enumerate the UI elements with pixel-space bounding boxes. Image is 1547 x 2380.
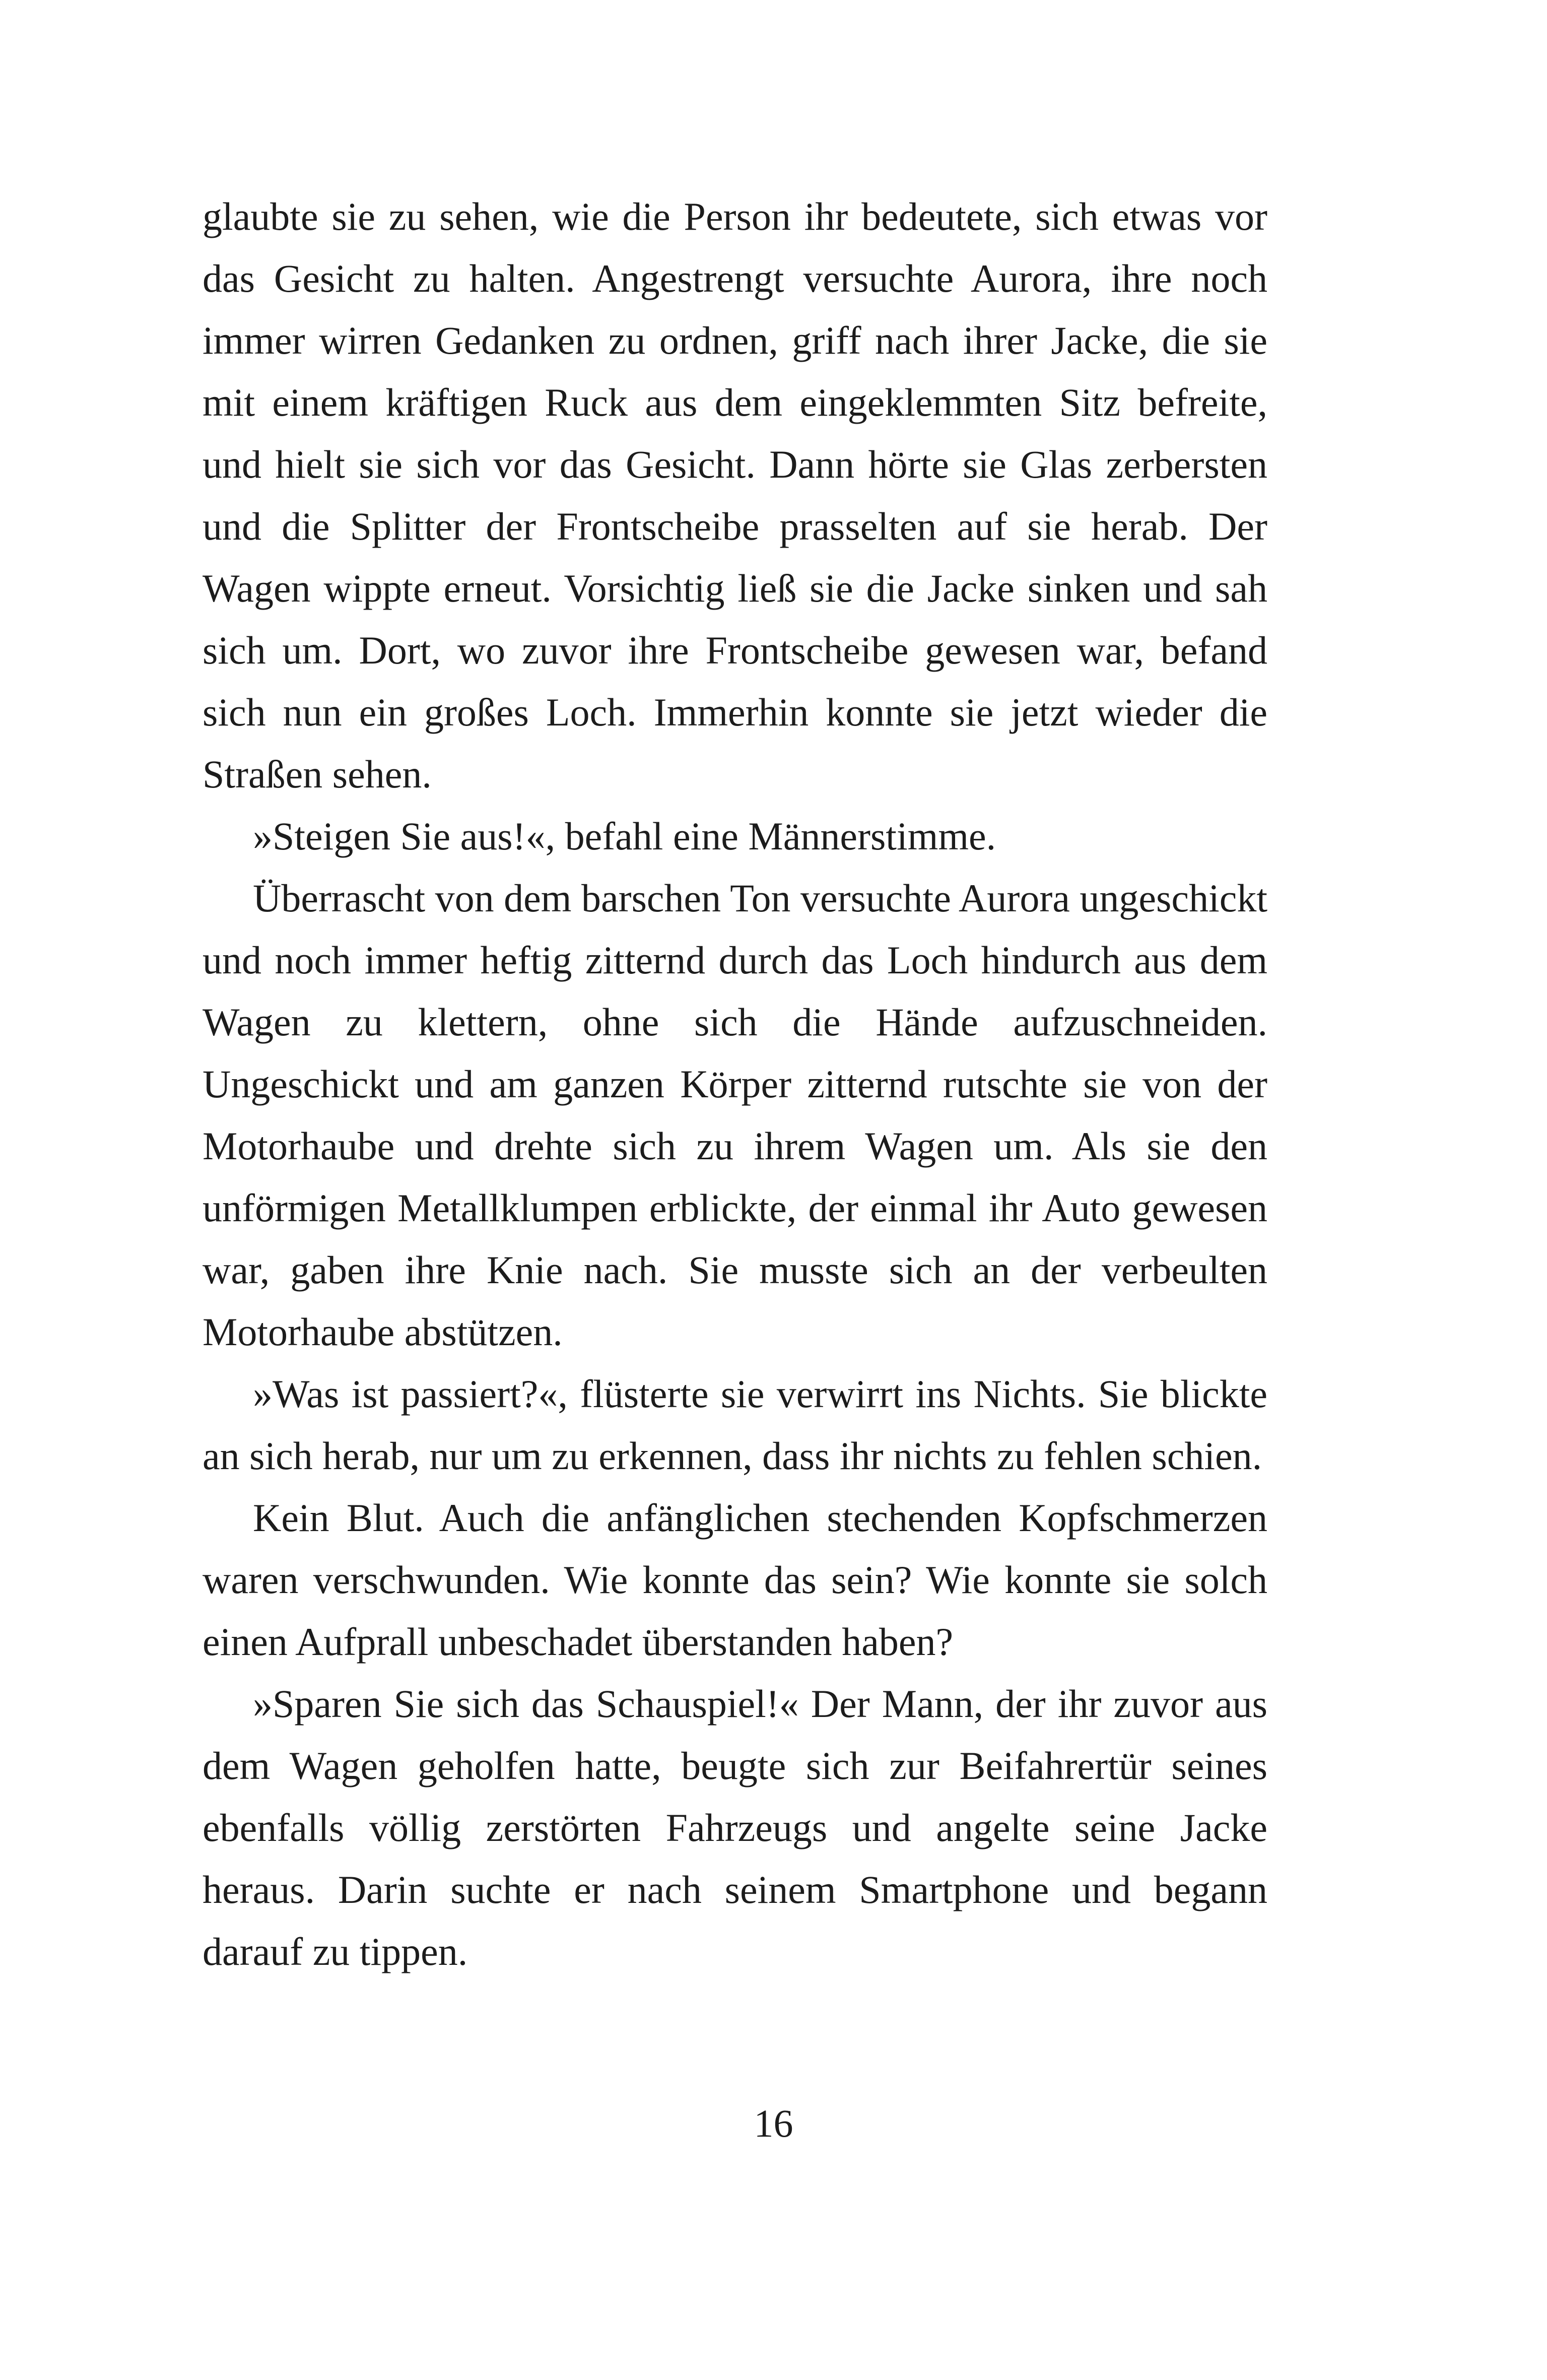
- page-number: 16: [754, 2101, 793, 2145]
- paragraph-6: »Sparen Sie sich das Schauspiel!« Der Mann, der ihr zuvor aus dem Wagen geholfen hatte, beugte sich zur Beifahrertür seines ebenfalls völlig zerstörten Fahrzeugs und angelte seine Jacke heraus. Darin suchte er nach seinem Smartphone und begann darauf zu tippen.: [203, 1682, 1267, 1973]
- paragraph-4: »Was ist passiert?«, flüsterte sie verwirrt ins Nichts. Sie blickte an sich herab, nur um zu erkennen, dass ihr nichts zu fehlen schien.: [203, 1372, 1267, 1478]
- paragraph-2: »Steigen Sie aus!«, befahl eine Männerstimme.: [253, 814, 996, 858]
- paragraph-5: Kein Blut. Auch die anfänglichen stechenden Kopfschmerzen waren verschwunden. Wie konnte das sein? Wie konnte sie solch einen Aufprall unbeschadet überstanden haben?: [203, 1496, 1267, 1664]
- body-text: [203, 185, 1267, 1982]
- paragraph-1: glaubte sie zu sehen, wie die Person ihr bedeutete, sich etwas vor das Gesicht zu halten. Angestrengt versuchte Aurora, ihre noch immer wirren Gedanken zu ordnen, griff nach ihrer Jacke, die sie mit einem kräftigen Ruck aus dem eingeklemmten Sitz befreite, und hielt sie sich vor das Gesicht. Dann hörte sie Glas zerbersten und die Splitter der Frontscheibe prasselten auf sie herab. Der Wagen wippte erneut. Vorsichtig ließ sie die Jacke sinken und sah sich um. Dort, wo zuvor ihre Frontscheibe gewesen war, befand sich nun ein großes Loch. Immerhin konnte sie jetzt wieder die Straßen sehen.: [203, 194, 1267, 796]
- paragraph-3: Überrascht von dem barschen Ton versuchte Aurora ungeschickt und noch immer heftig zitternd durch das Loch hindurch aus dem Wagen zu klettern, ohne sich die Hände aufzuschneiden. Ungeschickt und am ganzen Körper zitternd rutschte sie von der Motorhaube und drehte sich zu ihrem Wagen um. Als sie den unförmigen Metallklumpen erblickte, der einmal ihr Auto gewesen war, gaben ihre Knie nach. Sie musste sich an der verbeulten Motorhaube abstützen.: [203, 876, 1267, 1354]
